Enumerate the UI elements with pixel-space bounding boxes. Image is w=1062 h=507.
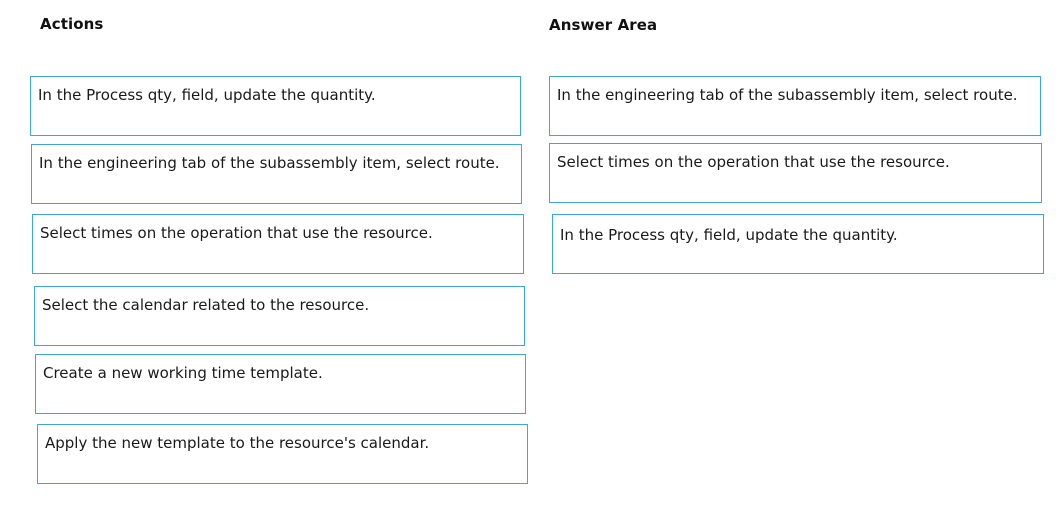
action-item-6[interactable]: Apply the new template to the resource's calendar. [37,424,528,484]
action-item-3[interactable]: Select times on the operation that use the resource. [32,214,524,274]
answer-item-3[interactable]: In the Process qty, field, update the quantity. [552,214,1044,274]
actions-heading: Actions [40,15,104,33]
action-item-2[interactable]: In the engineering tab of the subassembly item, select route. [31,144,522,204]
answer-item-1[interactable]: In the engineering tab of the subassembly item, select route. [549,76,1041,136]
answer-item-2[interactable]: Select times on the operation that use the resource. [549,143,1042,203]
action-item-4[interactable]: Select the calendar related to the resource. [34,286,525,346]
action-item-1[interactable]: In the Process qty, field, update the quantity. [30,76,521,136]
action-item-5[interactable]: Create a new working time template. [35,354,526,414]
answer-area-heading: Answer Area [549,16,658,34]
